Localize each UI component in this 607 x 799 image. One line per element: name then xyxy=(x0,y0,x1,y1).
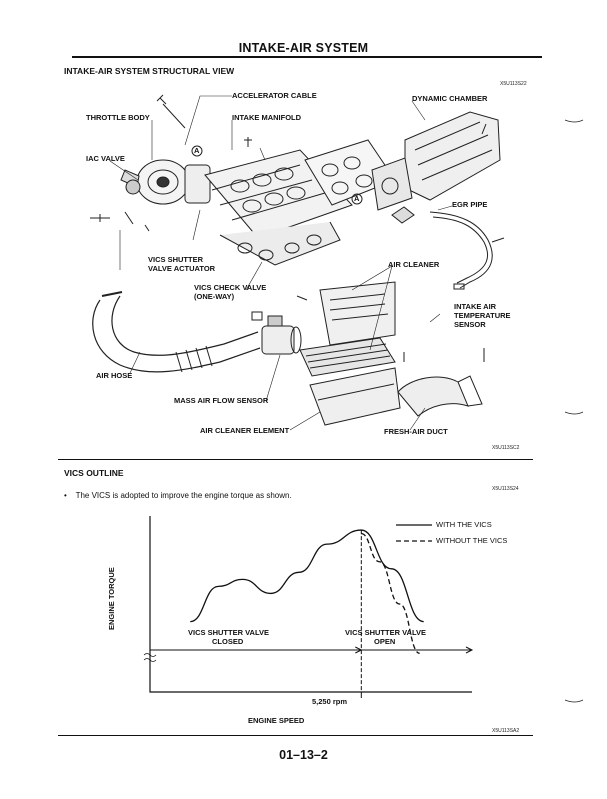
label-vics-actuator-line1: VICS SHUTTER xyxy=(148,255,204,264)
label-iac-valve: IAC VALVE xyxy=(86,154,125,163)
label-dynamic-chamber: DYNAMIC CHAMBER xyxy=(412,94,488,103)
chart-code: X5U113SA2 xyxy=(492,728,520,734)
axis-lines xyxy=(150,516,472,692)
legend-without-vics: WITHOUT THE VICS xyxy=(436,536,508,545)
label-accelerator-cable: ACCELERATOR CABLE xyxy=(232,91,317,100)
label-check-valve-line2: (ONE-WAY) xyxy=(194,292,235,301)
callout-a-1: A xyxy=(194,146,200,155)
region-closed-line1: VICS SHUTTER VALVE xyxy=(188,628,269,637)
bullet-mark: • xyxy=(64,491,67,500)
figure-code-top: X5U113S22 xyxy=(500,81,527,87)
label-temp-sensor-line2: TEMPERATURE xyxy=(454,311,511,320)
region-open-line1: VICS SHUTTER VALVE xyxy=(345,628,426,637)
footer-rule xyxy=(58,735,533,736)
chart-axes xyxy=(144,516,472,692)
bullet-text: The VICS is adopted to improve the engine torque as shown. xyxy=(75,491,292,500)
x-axis-label: ENGINE SPEED xyxy=(248,716,305,725)
region-closed-line2: CLOSED xyxy=(212,637,244,646)
callout-a-2: A xyxy=(354,194,360,203)
region-open-line2: OPEN xyxy=(374,637,396,646)
figure-code-bottom: X5U113SC2 xyxy=(492,445,520,451)
legend-with-vics: WITH THE VICS xyxy=(436,520,492,529)
label-air-cleaner: AIR CLEANER xyxy=(388,260,440,269)
page-title: INTAKE-AIR SYSTEM xyxy=(238,41,369,55)
label-maf-sensor: MASS AIR FLOW SENSOR xyxy=(174,396,269,405)
section-title-structural-view: INTAKE-AIR SYSTEM STRUCTURAL VIEW xyxy=(64,66,235,76)
label-fresh-air-duct: FRESH-AIR DUCT xyxy=(384,427,448,436)
label-intake-manifold: INTAKE MANIFOLD xyxy=(232,113,302,122)
label-air-cleaner-element: AIR CLEANER ELEMENT xyxy=(200,426,290,435)
label-temp-sensor-line3: SENSOR xyxy=(454,320,486,329)
y-axis-label: ENGINE TORQUE xyxy=(107,567,116,630)
label-temp-sensor-line1: INTAKE AIR xyxy=(454,302,497,311)
x-marker-label: 5,250 rpm xyxy=(312,697,348,706)
section-code: X5U113S24 xyxy=(492,486,519,492)
label-egr-pipe: EGR PIPE xyxy=(452,200,488,209)
page-number: 01–13–2 xyxy=(279,748,328,762)
label-vics-actuator-line2: VALVE ACTUATOR xyxy=(148,264,216,273)
series-line-with-vics xyxy=(190,530,423,622)
label-throttle-body: THROTTLE BODY xyxy=(86,113,150,122)
section-title-vics-outline: VICS OUTLINE xyxy=(64,468,124,478)
label-air-hose: AIR HOSE xyxy=(96,371,133,380)
label-check-valve-line1: VICS CHECK VALVE xyxy=(194,283,267,292)
